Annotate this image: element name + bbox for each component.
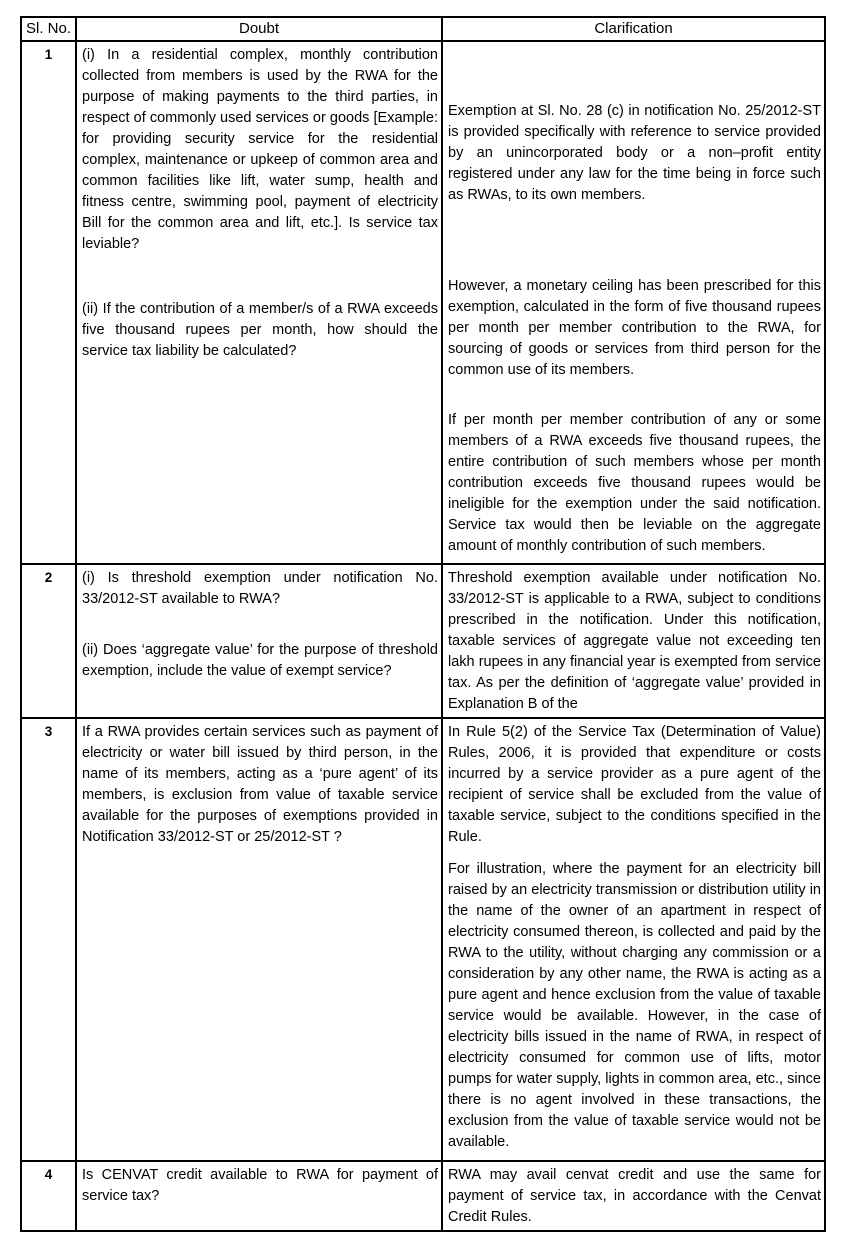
col-header-sl-no: Sl. No. <box>21 17 76 41</box>
clarification-paragraph: Exemption at Sl. No. 28 (c) in notification No. 25/2012-ST is provided specifically with reference to service provided by an unincorporated body or a non–profit entity registered under any law for the time being in force such as RWAs, to its own members. <box>448 103 821 203</box>
table-row <box>21 718 825 1161</box>
sl-no-cell: 3 <box>21 718 76 1161</box>
doubt-paragraph: Is CENVAT credit available to RWA for payment of service tax? <box>82 1167 438 1204</box>
doubt-cell <box>76 41 442 564</box>
table-row <box>21 1161 825 1231</box>
clarification-cell <box>442 1161 825 1231</box>
doubt-paragraph: (i) In a residential complex, monthly contribution collected from members is used by the RWA for the purpose of making payments to the third parties, in respect of commonly used services or goods [Example: for providing security service for the residential complex, maintenance or upkeep of common area and common facilities like lift, water sump, health and fitness centre, swimming pool, payment of electricity Bill for the common area and lift, etc.]. Is service tax leviable? <box>82 47 438 252</box>
clarification-paragraph: RWA may avail cenvat credit and use the same for payment of service tax, in accordance with the Cenvat Credit Rules. <box>448 1167 821 1225</box>
clarification-cell <box>442 41 825 564</box>
clarification-paragraph: Threshold exemption available under notification No. 33/2012-ST is applicable to a RWA, subject to conditions prescribed in the notification. Under this notification, taxable services of aggregate value not exceeding ten lakh rupees in any financial year is exempted from service tax. As per the definition of ‘aggregate value’ provided in Explanation B of the <box>448 570 821 712</box>
clarification-paragraph: However, a monetary ceiling has been prescribed for this exemption, calculated in the form of five thousand rupees per month per member contribution to the RWA, for sourcing of goods or services from third person for the common use of its members. <box>448 278 821 378</box>
table-row <box>21 41 825 564</box>
table-header-row <box>21 17 825 41</box>
clarification-paragraph: In Rule 5(2) of the Service Tax (Determination of Value) Rules, 2006, it is provided that expenditure or costs incurred by a service provider as a pure agent of the recipient of service shall be excluded from the value of taxable service, subject to the conditions specified in the Rule. <box>448 724 821 845</box>
doubt-cell <box>76 1161 442 1231</box>
doubt-cell <box>76 564 442 718</box>
doubt-clarification-table <box>20 16 826 1232</box>
doubt-paragraph: If a RWA provides certain services such as payment of electricity or water bill issued by third person, in the name of its members, acting as a ‘pure agent’ of its members, is exclusion from value of taxable service available for the purposes of exemptions provided in Notification 33/2012-ST or 25/2012-ST ? <box>82 724 438 845</box>
sl-no-cell: 4 <box>21 1161 76 1231</box>
doubt-paragraph: (i) Is threshold exemption under notification No. 33/2012-ST available to RWA? <box>82 570 438 607</box>
clarification-paragraph: For illustration, where the payment for an electricity bill raised by an electricity transmission or distribution utility in the name of the owner of an apartment in respect of electricity consumed thereon, is collected and paid by the RWA to the utility, without charging any commission or a consideration by any other name, the RWA is acting as a pure agent and hence exclusion from the value of taxable service would be available. However, in the case of electricity bills issued in the name of RWA, in respect of electricity consumed for common use of lifts, motor pumps for water supply, lights in common area, etc., since there is no agent involved in these transactions, the exclusion from the value of taxable service would not be available. <box>448 861 821 1150</box>
doubt-paragraph: (ii) Does ‘aggregate value’ for the purpose of threshold exemption, include the value of exempt service? <box>82 642 438 679</box>
col-header-doubt: Doubt <box>76 17 442 41</box>
doubt-paragraph: (ii) If the contribution of a member/s of a RWA exceeds five thousand rupees per month, how should the service tax liability be calculated? <box>82 301 438 359</box>
sl-no-cell: 2 <box>21 564 76 718</box>
clarification-paragraph: If per month per member contribution of any or some members of a RWA exceeds five thousand rupees, the entire contribution of such members whose per month contribution exceeds five thousand rupees would be ineligible for the exemption under the said notification. Service tax would then be leviable on the aggregate amount of monthly contribution of such members. <box>448 412 821 554</box>
col-header-clarification: Clarification <box>442 17 825 41</box>
clarification-cell <box>442 718 825 1161</box>
doubt-cell <box>76 718 442 1161</box>
clarification-cell <box>442 564 825 718</box>
table-row <box>21 564 825 718</box>
sl-no-cell: 1 <box>21 41 76 564</box>
